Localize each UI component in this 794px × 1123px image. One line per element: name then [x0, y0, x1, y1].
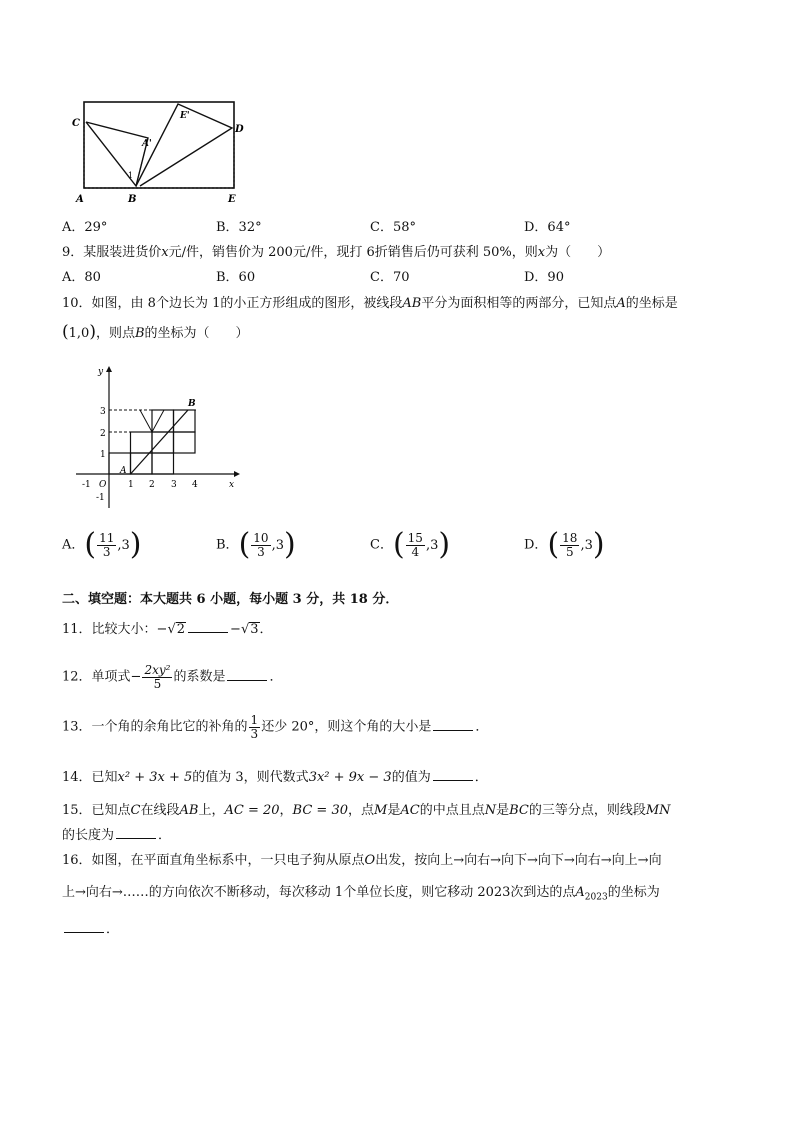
q9-text-a: 9．某服装进货价	[62, 245, 162, 260]
q8-option-b[interactable]: B．32°	[216, 220, 262, 235]
q12-minus: −	[130, 669, 142, 685]
q10-option-c[interactable]: C． ( $\frac{15}{4}$ ,3 )	[370, 527, 451, 562]
q13-end: ．	[475, 719, 489, 735]
q16-stem-line1	[62, 849, 662, 868]
q15-text-g: 是	[496, 803, 510, 818]
q10-stem-line1	[62, 292, 678, 311]
q10-opt-c-num: 15	[407, 530, 423, 545]
q10-label-b: B	[188, 399, 196, 409]
fig8-label-A1: A'	[142, 139, 152, 149]
q13-text-b: 还少 20°，则这个角的大小是	[261, 719, 432, 735]
section2-title: 二、填空题：本大题共 6 小题，每小题 3 分，共 18 分．	[62, 592, 399, 607]
q10-ytick-3: 3	[100, 407, 106, 417]
q15-text-a: 15．已知点	[62, 803, 131, 818]
q16-end: ．	[106, 922, 120, 937]
q15-text-b: 在线段	[140, 803, 180, 818]
q16-text-c: 上→向右→……的方向依次不断移动，每次移动 1个单位长度，则它移动 2023次到达的点	[62, 885, 576, 900]
q9-option-d[interactable]: D．90	[524, 270, 564, 285]
q13-blank[interactable]	[433, 718, 473, 731]
q10-opt-d-num: 18	[562, 530, 578, 545]
q16-text-a: 16．如图，在平面直角坐标系中，一只电子狗从原点	[62, 853, 365, 868]
q10-opt-c-label: C．	[370, 537, 393, 553]
q11-stem: 11．比较大小：− √ 2 − √ 3 ．	[62, 621, 273, 637]
q13-stem	[62, 714, 488, 740]
q10-opt-d-label: D．	[524, 537, 548, 553]
q10-opt-b-num: 10	[253, 530, 269, 545]
q15-text-d: ，点	[348, 803, 375, 818]
q8-option-d[interactable]: D．64°	[524, 220, 571, 235]
q9-text-b: 元/件，销售价为 200元/件，现打 6折销售后仍可获利 50%，则	[168, 245, 538, 260]
q10-opt-d-den: 5	[565, 544, 574, 559]
q10-ytick-2: 2	[100, 429, 106, 439]
q9-text-c: 为（ ）	[545, 245, 611, 260]
q10-text-b: 平分为面积相等的两部分，已知点	[421, 296, 617, 311]
q15-eq2: BC = 30	[292, 803, 348, 818]
q10-seg: AB	[402, 296, 422, 311]
q10-coord-open: (	[62, 322, 69, 342]
q8-figure	[70, 98, 250, 206]
q10-origin-label: O	[99, 480, 107, 490]
q11-text: 11．比较大小：	[62, 622, 157, 637]
q9-var2: x	[537, 245, 546, 260]
q9-option-b[interactable]: B．60	[216, 270, 256, 285]
q10-option-a[interactable]: A． ( $\frac{11}{3}$ ,3 )	[62, 527, 142, 562]
q10-text-a: 10．如图，由 8个边长为 1的小正方形组成的图形，被线段	[62, 296, 403, 311]
q12-text-a: 12．单项式	[62, 669, 131, 685]
q15-c: C	[130, 803, 141, 818]
q12-end: ．	[269, 669, 283, 685]
q10-opt-a-den: 3	[102, 544, 111, 559]
q16-stem-line3	[62, 918, 119, 937]
q10-x-label: x	[229, 480, 235, 490]
q11-minus1: −	[156, 622, 168, 637]
q10-opt-a-num: 11	[99, 530, 115, 545]
fig8-label-D: D	[235, 124, 244, 135]
q15-text-h: 的三等分点，则线段	[528, 803, 646, 818]
q15-stem-line2	[62, 824, 171, 843]
fig8-label-B: B	[128, 194, 137, 205]
q10-ytick-neg1: -1	[96, 493, 105, 503]
q16-blank[interactable]	[64, 920, 104, 933]
q10-opt-c-den: 4	[411, 544, 420, 559]
q8-option-a[interactable]: A．29°	[62, 220, 108, 235]
q8-option-c[interactable]: C．58°	[370, 220, 416, 235]
q10-option-b[interactable]: B． ( $\frac{10}{3}$ ,3 )	[216, 527, 296, 562]
q13-text-a: 13．一个角的余角比它的补角的	[62, 719, 248, 735]
q15-text-i: 的长度为	[62, 828, 115, 843]
q10-text-e: 的坐标为（ ）	[144, 326, 249, 341]
q15-blank[interactable]	[116, 826, 156, 839]
q9-stem	[62, 241, 610, 260]
q10-opt-b-tail: ,3	[271, 537, 284, 553]
q16-text-b: 出发，按向上→向右→向下→向下→向右→向上→向	[375, 853, 662, 868]
fig8-label-mark: 1	[128, 171, 134, 180]
q12-den: 5	[153, 676, 162, 691]
q11-minus2: −	[230, 622, 241, 637]
q15-sep: ，	[279, 803, 293, 818]
q14-blank[interactable]	[433, 768, 473, 781]
q9-var: x	[161, 245, 169, 260]
q10-pt-b: B	[134, 326, 145, 341]
q15-m: M	[374, 803, 388, 818]
q15-text-e: 是	[387, 803, 401, 818]
q10-coord: 1,0	[68, 326, 90, 341]
q15-mn: MN	[645, 803, 671, 818]
q9-option-c[interactable]: C．70	[370, 270, 410, 285]
q10-ytick-1: 1	[100, 450, 106, 460]
q11-rad1: 2	[176, 621, 186, 637]
q9-option-a[interactable]: A．80	[62, 270, 101, 285]
q10-squares	[109, 410, 195, 474]
fig8-label-E: E	[228, 194, 236, 205]
q10-xtick-2: 2	[149, 480, 155, 490]
q10-opt-c-tail: ,3	[425, 537, 439, 553]
q10-text-d: ，则点	[95, 326, 135, 341]
fig8-label-C: C	[72, 118, 80, 129]
fig8-top-rect	[84, 102, 234, 188]
q12-stem	[62, 664, 282, 690]
q15-stem-line1	[62, 799, 671, 818]
q11-rad2: 3	[250, 621, 259, 637]
q12-blank[interactable]	[227, 668, 267, 681]
q16-stem-line2	[62, 881, 660, 903]
q15-text-f: 的中点且点	[419, 803, 485, 818]
q13-num: 1	[250, 713, 259, 727]
q14-expr1: x² + 3x + 5	[117, 770, 193, 785]
q15-ab: AB	[179, 803, 199, 818]
q14-text-c: 的值为	[391, 770, 431, 785]
q11-end: ．	[259, 622, 273, 637]
q10-text-c: 的坐标是	[625, 296, 678, 311]
q14-end: ．	[474, 770, 488, 785]
q14-expr2: 3x² + 9x − 3	[308, 770, 392, 785]
q12-text-b: 的系数是	[173, 669, 226, 685]
q10-label-a: A	[120, 466, 127, 476]
q10-opt-a-label: A．	[62, 537, 85, 553]
q11-blank[interactable]	[188, 620, 228, 633]
q15-n: N	[484, 803, 497, 818]
q15-end: ．	[158, 828, 172, 843]
q16-o: O	[364, 853, 376, 868]
q10-option-d[interactable]: D． ( $\frac{18}{5}$ ,3 )	[524, 527, 605, 562]
q15-eq1: AC = 20	[224, 803, 280, 818]
q10-pt-a: A	[616, 296, 626, 311]
q10-xtick-1: 1	[128, 480, 134, 490]
q14-text-a: 14．已知	[62, 770, 118, 785]
q16-a: A	[575, 885, 585, 900]
q12-num: 2xy²	[144, 663, 171, 677]
q15-text-c: 上，	[198, 803, 225, 818]
q10-xtick-3: 3	[171, 480, 177, 490]
q10-opt-d-tail: ,3	[580, 537, 593, 553]
q10-y-label: y	[98, 367, 104, 377]
fig8-label-E1: E'	[180, 111, 190, 121]
q10-x-arrow	[234, 471, 240, 477]
q16-sub: 2023	[584, 892, 608, 903]
q10-opt-b-label: B．	[216, 537, 239, 553]
q13-den: 3	[250, 726, 259, 741]
q10-coord-close: )	[89, 322, 96, 342]
q10-opt-a-tail: ,3	[117, 537, 130, 553]
q14-text-b: 的值为 3，则代数式	[192, 770, 309, 785]
q10-xtick-4: 4	[192, 480, 198, 490]
q10-opt-b-den: 3	[257, 544, 265, 559]
q10-y-arrow	[106, 366, 112, 372]
fig8-label-A: A	[76, 194, 84, 205]
q16-text-d: 的坐标为	[607, 885, 660, 900]
q10-graph	[74, 364, 240, 510]
q10-xtick-neg1: -1	[82, 480, 91, 490]
q15-bc: BC	[509, 803, 529, 818]
q15-ac: AC	[400, 803, 420, 818]
fig8-fold-left	[86, 122, 148, 186]
q14-stem	[62, 766, 488, 785]
q10-stem-line2	[62, 322, 249, 342]
